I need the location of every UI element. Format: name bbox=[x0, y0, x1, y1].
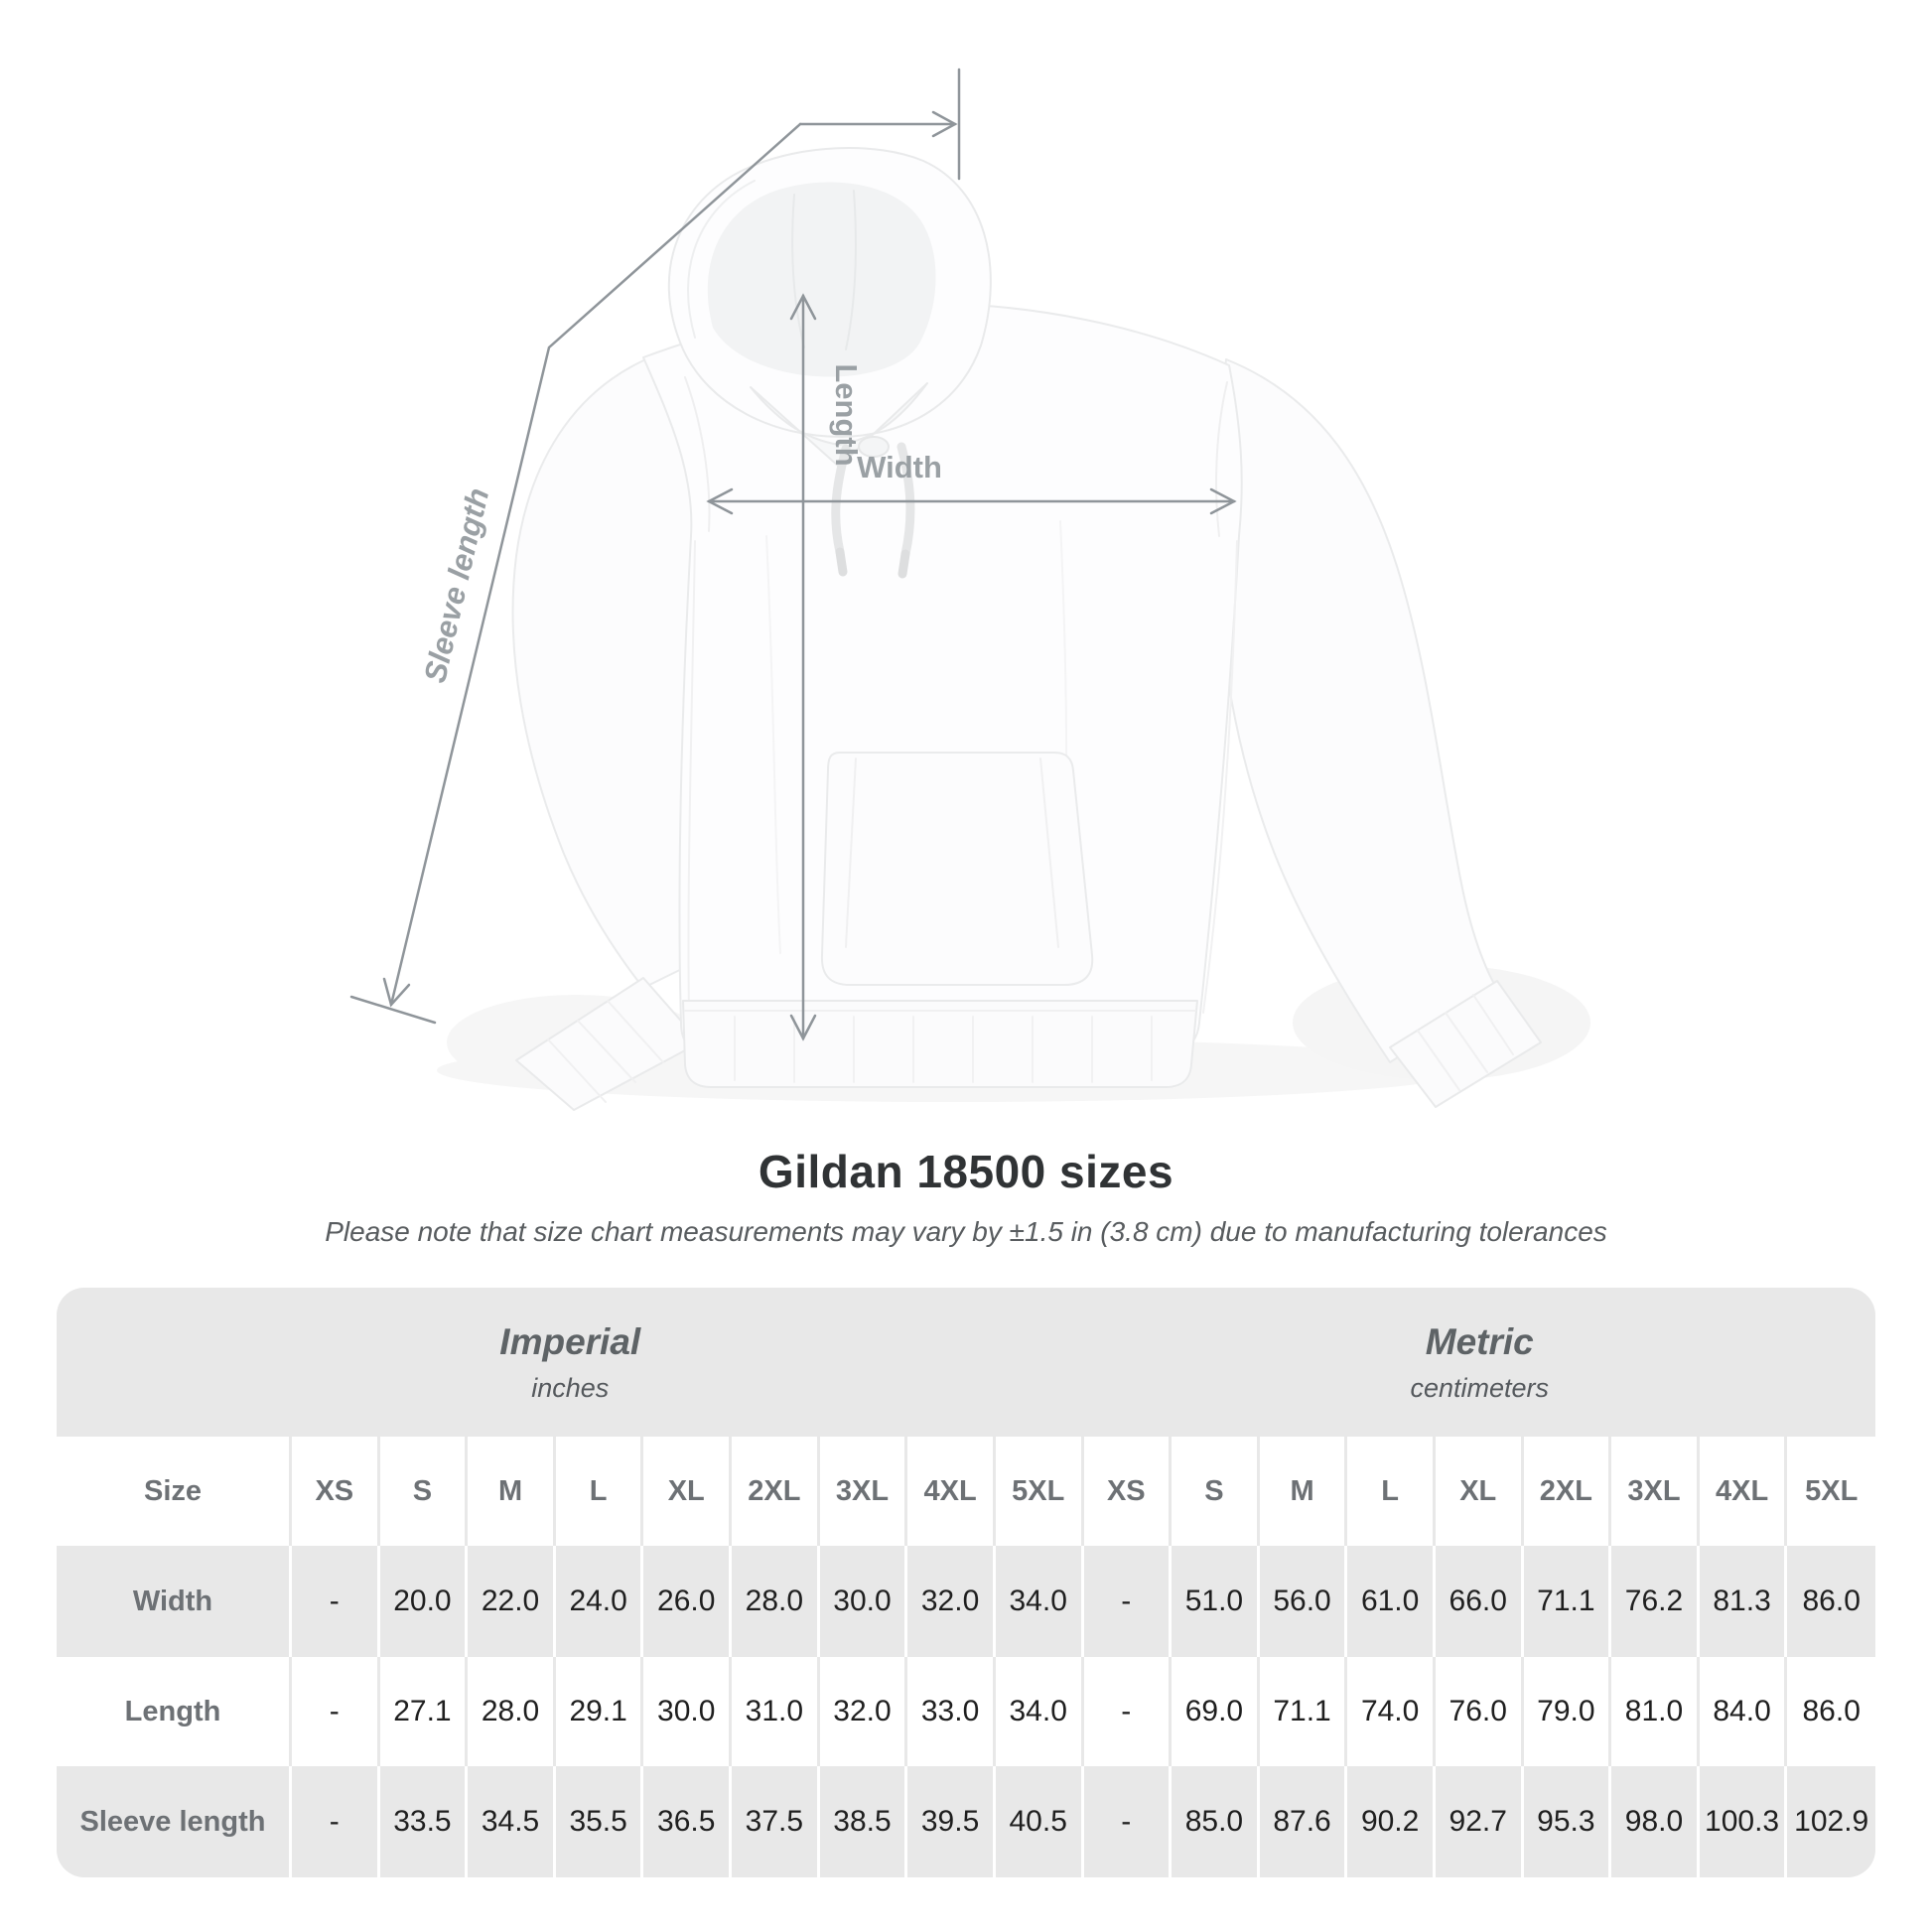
table-cell: - bbox=[1084, 1546, 1173, 1657]
table-cell: 32.0 bbox=[907, 1546, 996, 1657]
table-cell: 51.0 bbox=[1172, 1546, 1260, 1657]
imperial-band-unit: inches bbox=[531, 1372, 610, 1403]
column-header: S bbox=[1172, 1437, 1260, 1546]
table-cell: 76.0 bbox=[1436, 1657, 1524, 1766]
metric-band-title: Metric bbox=[1425, 1320, 1534, 1362]
table-cell: 102.9 bbox=[1787, 1766, 1875, 1877]
column-header: 4XL bbox=[1700, 1437, 1788, 1546]
table-cell: 24.0 bbox=[556, 1546, 644, 1657]
table-cell: 31.0 bbox=[732, 1657, 820, 1766]
column-header: 5XL bbox=[1787, 1437, 1875, 1546]
table-cell: 85.0 bbox=[1172, 1766, 1260, 1877]
hoodie-right-sleeve bbox=[1217, 359, 1499, 1062]
width-label: Width bbox=[857, 450, 942, 484]
table-cell: 34.0 bbox=[996, 1657, 1084, 1766]
column-header: XS bbox=[292, 1437, 380, 1546]
row-label-width: Width bbox=[57, 1546, 292, 1657]
column-header: 2XL bbox=[1524, 1437, 1612, 1546]
column-header: M bbox=[468, 1437, 556, 1546]
table-cell: 35.5 bbox=[556, 1766, 644, 1877]
table-cell: 100.3 bbox=[1700, 1766, 1788, 1877]
table-cell: - bbox=[1084, 1766, 1173, 1877]
table-cell: 20.0 bbox=[380, 1546, 469, 1657]
size-table bbox=[57, 1288, 1875, 1877]
table-cell: 36.5 bbox=[643, 1766, 732, 1877]
column-header: 3XL bbox=[820, 1437, 908, 1546]
table-cell: 95.3 bbox=[1524, 1766, 1612, 1877]
column-header: 2XL bbox=[732, 1437, 820, 1546]
table-cell: 26.0 bbox=[643, 1546, 732, 1657]
table-cell: 61.0 bbox=[1347, 1546, 1436, 1657]
hoodie-illustration bbox=[513, 148, 1541, 1110]
table-cell: 98.0 bbox=[1611, 1766, 1700, 1877]
table-cell: 79.0 bbox=[1524, 1657, 1612, 1766]
table-cell: 86.0 bbox=[1787, 1657, 1875, 1766]
table-cell: 66.0 bbox=[1436, 1546, 1524, 1657]
table-cell: 92.7 bbox=[1436, 1766, 1524, 1877]
imperial-band bbox=[57, 1288, 1084, 1437]
table-cell: 30.0 bbox=[643, 1657, 732, 1766]
column-header: 4XL bbox=[907, 1437, 996, 1546]
tolerance-note: Please note that size chart measurements may vary by ±1.5 in (3.8 cm) due to manufacturing tolerances bbox=[325, 1215, 1607, 1247]
column-header: XL bbox=[643, 1437, 732, 1546]
table-cell: 69.0 bbox=[1172, 1657, 1260, 1766]
table-cell: 39.5 bbox=[907, 1766, 996, 1877]
table-cell: 29.1 bbox=[556, 1657, 644, 1766]
table-cell: 33.5 bbox=[380, 1766, 469, 1877]
hoodie-waistband bbox=[683, 1001, 1197, 1087]
metric-band-unit: centimeters bbox=[1410, 1372, 1550, 1403]
row-label-length: Length bbox=[57, 1657, 292, 1766]
table-cell: 56.0 bbox=[1260, 1546, 1348, 1657]
table-cell: 40.5 bbox=[996, 1766, 1084, 1877]
table-cell: 38.5 bbox=[820, 1766, 908, 1877]
table-cell: 87.6 bbox=[1260, 1766, 1348, 1877]
table-cell: 22.0 bbox=[468, 1546, 556, 1657]
hood-opening bbox=[708, 182, 936, 376]
table-cell: 32.0 bbox=[820, 1657, 908, 1766]
table-cell: 30.0 bbox=[820, 1546, 908, 1657]
table-cell: 37.5 bbox=[732, 1766, 820, 1877]
column-header: L bbox=[1347, 1437, 1436, 1546]
table-cell: 86.0 bbox=[1787, 1546, 1875, 1657]
table-cell: 90.2 bbox=[1347, 1766, 1436, 1877]
sleeve-length-label: Sleeve length bbox=[417, 484, 496, 686]
table-cell: 34.5 bbox=[468, 1766, 556, 1877]
column-header-size: Size bbox=[57, 1437, 292, 1546]
metric-band bbox=[1084, 1288, 1876, 1437]
table-cell: 28.0 bbox=[468, 1657, 556, 1766]
table-cell: - bbox=[292, 1766, 380, 1877]
column-header: XL bbox=[1436, 1437, 1524, 1546]
length-label: Length bbox=[829, 363, 864, 467]
title-block bbox=[0, 1146, 1932, 1250]
table-cell: 34.0 bbox=[996, 1546, 1084, 1657]
column-header: 3XL bbox=[1611, 1437, 1700, 1546]
table-cell: 27.1 bbox=[380, 1657, 469, 1766]
table-cell: 71.1 bbox=[1260, 1657, 1348, 1766]
table-cell: - bbox=[292, 1657, 380, 1766]
column-header: 5XL bbox=[996, 1437, 1084, 1546]
table-cell: - bbox=[292, 1546, 380, 1657]
column-header: S bbox=[380, 1437, 469, 1546]
column-header: M bbox=[1260, 1437, 1348, 1546]
table-cell: 84.0 bbox=[1700, 1657, 1788, 1766]
table-cell: 81.0 bbox=[1611, 1657, 1700, 1766]
table-cell: 74.0 bbox=[1347, 1657, 1436, 1766]
imperial-band-title: Imperial bbox=[499, 1320, 641, 1362]
table-cell: 76.2 bbox=[1611, 1546, 1700, 1657]
table-cell: 71.1 bbox=[1524, 1546, 1612, 1657]
row-label-sleeve-length: Sleeve length bbox=[57, 1766, 292, 1877]
column-header: L bbox=[556, 1437, 644, 1546]
table-cell: 33.0 bbox=[907, 1657, 996, 1766]
table-cell: 81.3 bbox=[1700, 1546, 1788, 1657]
table-cell: - bbox=[1084, 1657, 1173, 1766]
table-cell: 28.0 bbox=[732, 1546, 820, 1657]
page-title: Gildan 18500 sizes bbox=[758, 1146, 1174, 1197]
column-header: XS bbox=[1084, 1437, 1173, 1546]
